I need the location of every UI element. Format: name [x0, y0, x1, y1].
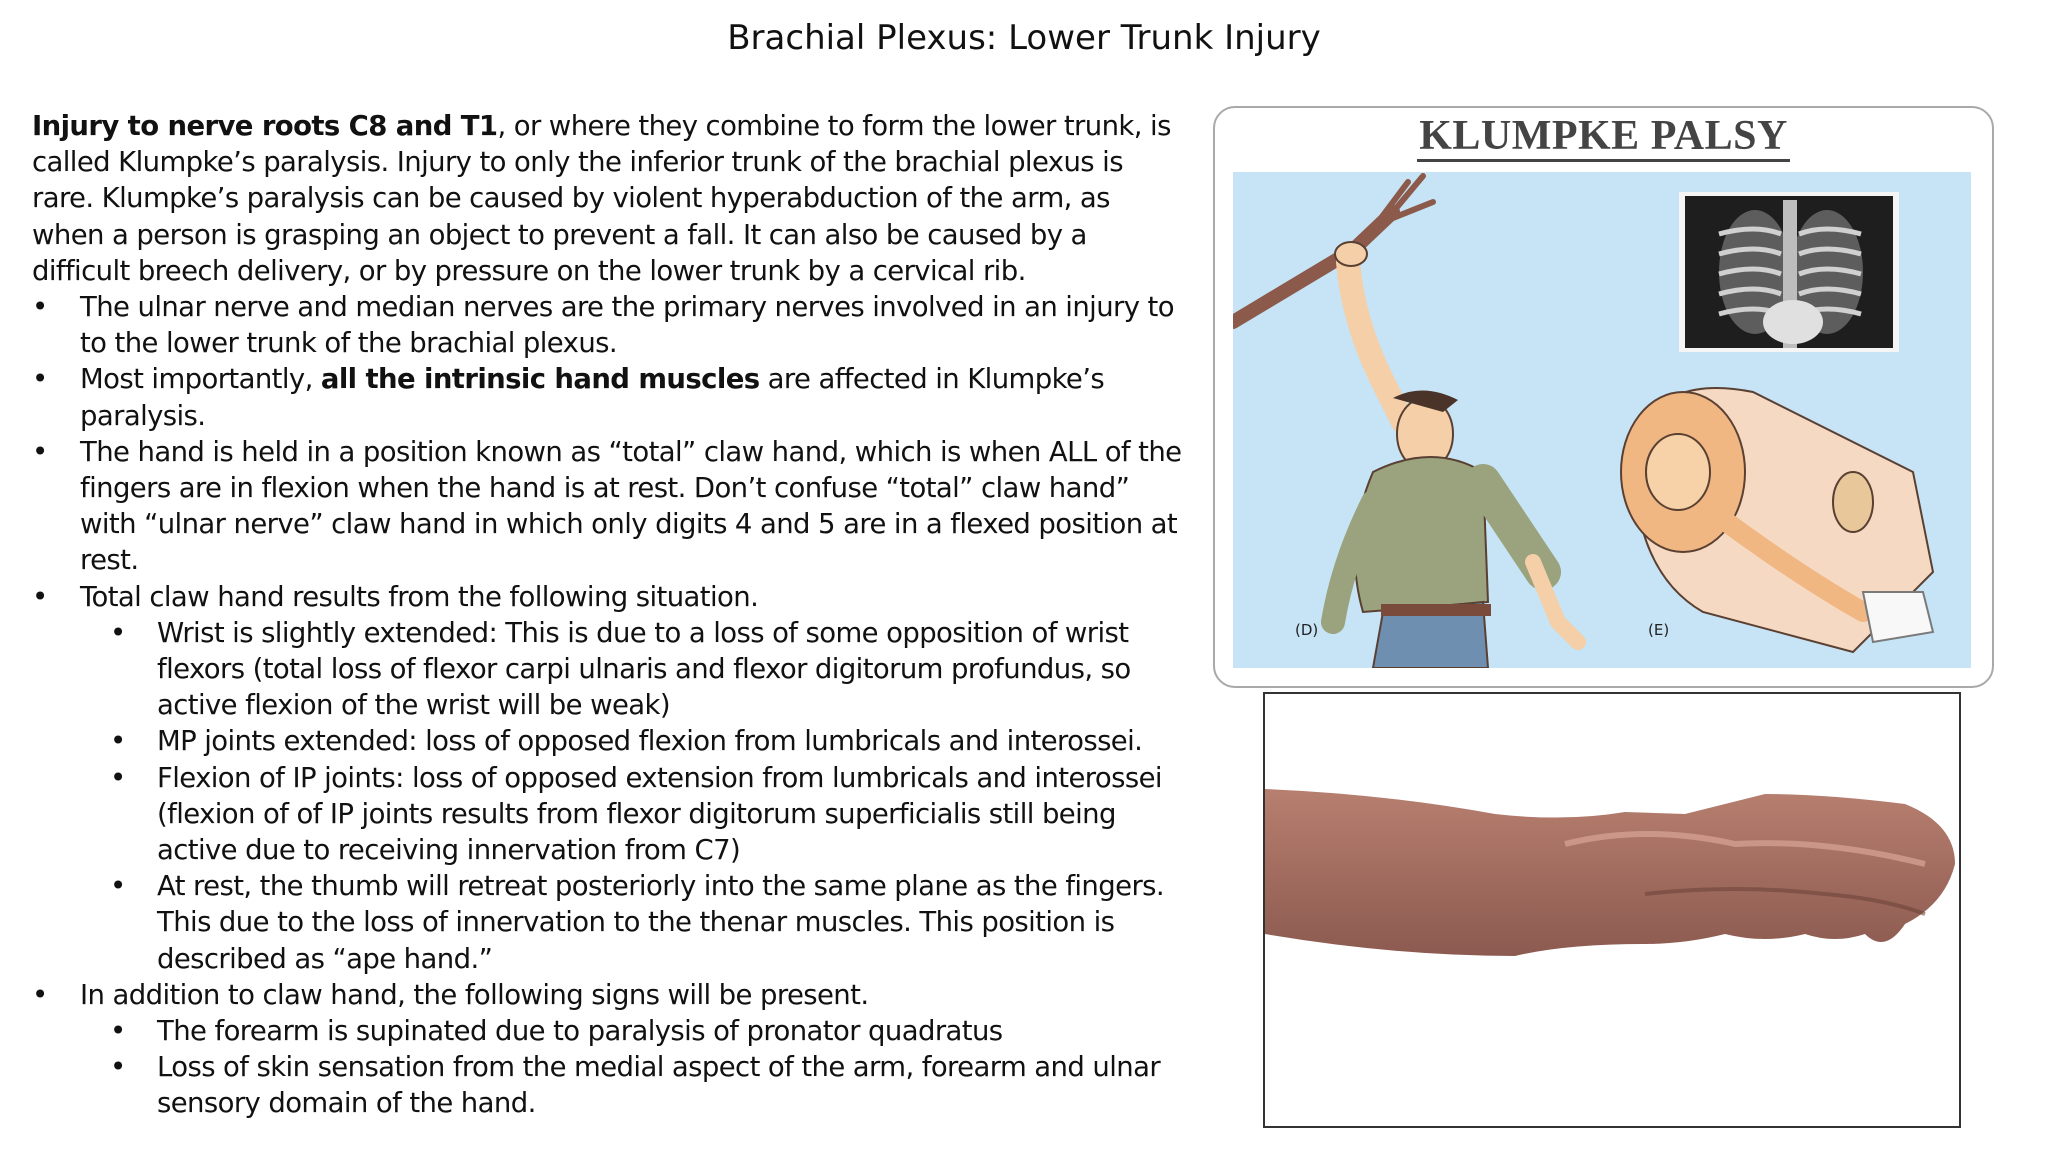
claw-hand-image	[1265, 694, 1959, 1126]
bullet-text: The hand is held in a position known as “total” claw hand, which is when ALL of the fingers are in flexion when the hand is at rest. Don’t confuse “total” claw hand” with “ulnar nerve” claw hand in which only digits 4 and 5 are in a flexed position at rest.	[80, 435, 1182, 577]
bullet-item	[32, 289, 1182, 361]
bullet-item	[32, 361, 1182, 433]
klumpke-illustration	[1233, 172, 1971, 668]
sub-bullet-text: Wrist is slightly extended: This is due to a loss of some opposition of wrist flexors (total loss of flexor carpi ulnaris and flexor digitorum profundus, so active flexion of the wrist will be weak)	[157, 616, 1131, 722]
sub-bullet-text: Flexion of IP joints: loss of opposed extension from lumbricals and interossei (flexion of of IP joints results from flexor digitorum superficialis still being active due to receiving innervation from C7)	[157, 761, 1162, 867]
bullet-dot: •	[32, 978, 48, 1011]
bullet-dot: •	[110, 1051, 126, 1084]
bullet-dot: •	[32, 435, 48, 468]
sub-bullet-item	[32, 723, 1182, 759]
sub-bullet-text: MP joints extended: loss of opposed flexion from lumbricals and interossei.	[157, 725, 1143, 758]
sub-bullet-item	[32, 615, 1182, 724]
bullet-text: Total claw hand results from the following situation.	[80, 580, 759, 613]
page-title: Brachial Plexus: Lower Trunk Injury	[727, 18, 1321, 58]
bullet-text: In addition to claw hand, the following signs will be present.	[80, 978, 869, 1011]
intro-paragraph	[32, 108, 1182, 289]
bullet-text: are affected in Klumpke’s paralysis.	[80, 363, 1105, 432]
bullet-item	[32, 434, 1182, 579]
sub-bullet-item	[32, 1013, 1182, 1049]
figure-caption-text: KLUMPKE PALSY	[1417, 113, 1790, 162]
klumpke-figure	[1213, 106, 1994, 688]
chest-xray-image	[1679, 192, 1899, 352]
sub-bullet-text: At rest, the thumb will retreat posteriorly into the same plane as the fingers. This due to the loss of innervation to the thenar muscles. This position is described as “ape hand.”	[157, 870, 1165, 975]
label-e: (E)	[1648, 621, 1670, 639]
bullet-dot: •	[110, 870, 126, 903]
claw-hand-photo	[1263, 692, 1961, 1128]
figure-caption	[1215, 112, 1992, 160]
sub-bullet-text: Loss of skin sensation from the medial aspect of the arm, forearm and ulnar sensory domain of the hand.	[157, 1051, 1161, 1120]
intro-rest: , or where they combine to form the lower trunk, is called Klumpke’s paralysis. Injury to only the inferior trunk of the brachial plexus is rare. Klumpke’s paralysis can be caused by violent hyperabduction of the arm, as when a person is grasping an object to prevent a fall. It can also be caused by a difficult breech delivery, or by pressure on the lower trunk by a cervical rib.	[32, 110, 1171, 287]
intro-bold: Injury to nerve roots C8 and T1	[32, 110, 498, 142]
label-d: (D)	[1295, 621, 1319, 639]
sub-bullet-item	[32, 760, 1182, 869]
sub-bullet-item	[32, 1049, 1182, 1121]
bullet-text: Most importantly,	[80, 363, 321, 396]
bullet-dot: •	[32, 363, 48, 396]
bullet-dot: •	[32, 580, 48, 613]
bullet-bold-text: all the intrinsic hand muscles	[320, 363, 760, 396]
bullet-dot: •	[32, 291, 48, 324]
bullet-text: The ulnar nerve and median nerves are the primary nerves involved in an injury to to the lower trunk of the brachial plexus.	[80, 291, 1174, 360]
sub-bullet-item	[32, 868, 1182, 977]
bullet-item	[32, 977, 1182, 1013]
bullet-dot: •	[110, 616, 126, 649]
bullet-dot: •	[110, 761, 126, 794]
bullet-dot: •	[110, 1015, 126, 1048]
body-text	[32, 108, 1182, 1122]
bullet-dot: •	[110, 725, 126, 758]
sub-bullet-text: The forearm is supinated due to paralysis of pronator quadratus	[157, 1015, 1003, 1048]
bullet-item	[32, 579, 1182, 615]
